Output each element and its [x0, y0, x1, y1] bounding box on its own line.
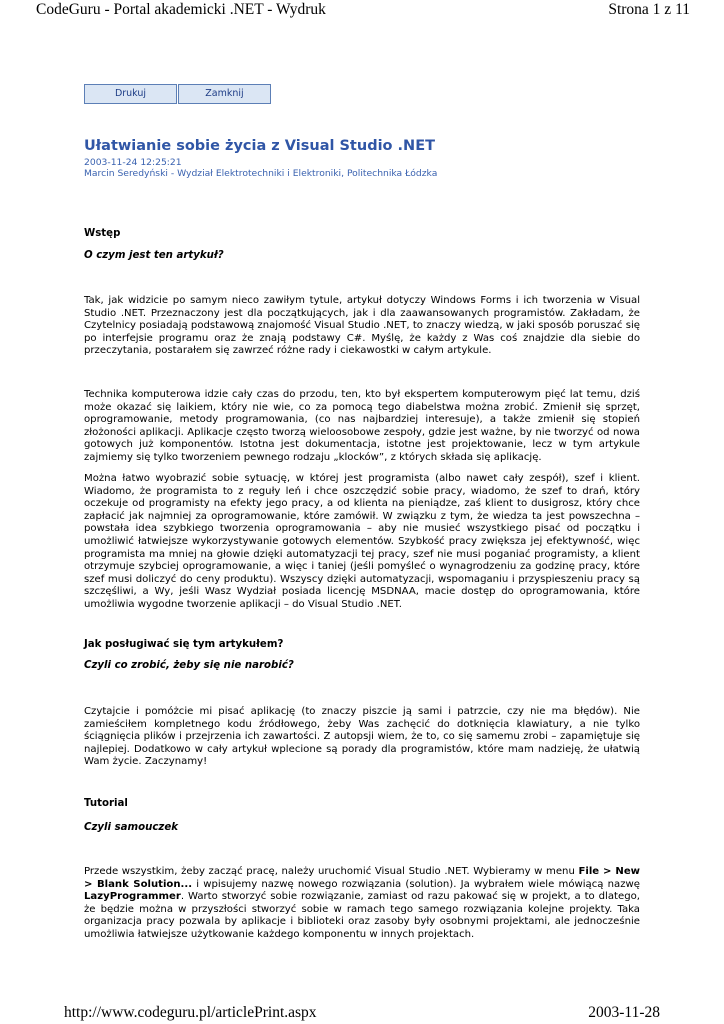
section-heading-usage: Jak posługiwać się tym artykułem?	[84, 639, 284, 650]
menu-path: File > New > Blank Solution...	[84, 866, 641, 890]
section-heading-tutorial: Tutorial	[84, 798, 128, 809]
paragraph-5-part-e: . Warto stworzyć sobie rozwiązanie, zamiast od razu pakować się w projekt, a to dlatego, że będzie można w przyszłości stworzyć sobie w ramach tego samego rozwiązania kolejne projekty. Taka organizacja pracy pozwala by aplikacje i biblioteki oraz zasoby były osobnymi projektami, ale jednocześnie umożliwia łatwiejsze użytkowanie każdego komponentu w innych projektach.	[84, 891, 640, 940]
paragraph-5-part-a: Przede wszystkim, żeby zacząć pracę, należy uruchomić Visual Studio .NET. Wybieramy w menu	[84, 866, 579, 877]
article-author: Marcin Seredyński - Wydział Elektrotechniki i Elektroniki, Politechnika Łódzka	[84, 168, 438, 179]
solution-name: LazyProgrammer	[84, 891, 181, 903]
close-button[interactable]: Zamknij	[178, 84, 271, 104]
print-header	[36, 0, 690, 22]
section-subheading-tutorial: Czyli samouczek	[84, 822, 179, 833]
header-title: CodeGuru - Portal akademicki .NET - Wydruk	[36, 1, 326, 18]
header-page-number: Strona 1 z 11	[608, 1, 690, 18]
footer-url: http://www.codeguru.pl/articlePrint.aspx	[64, 1004, 317, 1021]
article-title: Ułatwianie sobie życia z Visual Studio .NET	[84, 138, 435, 154]
print-button[interactable]: Drukuj	[84, 84, 177, 104]
paragraph-5	[84, 866, 640, 942]
footer-date: 2003-11-28	[588, 1004, 660, 1021]
section-subheading-intro: O czym jest ten artykuł?	[84, 250, 224, 261]
paragraph-5-part-c: i wpisujemy nazwę nowego rozwiązania (solution). Ja wybrałem wiele mówiącą nazwę	[192, 878, 641, 890]
section-subheading-usage: Czyli co zrobić, żeby się nie narobić?	[84, 660, 294, 671]
paragraph-4: Czytajcie i pomóżcie mi pisać aplikację (to znaczy piszcie ją sami i patrzcie, czy nie ma błędów). Nie zamieściłem kompletnego kodu źródłowego, żeby Was zachęcić do dotknięcia klawiatury, a nie tylko ściągnięcia plików i przejrzenia ich zawartości. Z autopsji wiem, że to, co się samemu zrobi – zapamiętuje się najlepiej. Dodatkowo w cały artykuł wplecione są porady dla programistów, które mam nadzieję, że ułatwią Wam życie. Zaczynamy!	[84, 706, 640, 768]
section-heading-intro: Wstęp	[84, 228, 121, 239]
paragraph-3: Można łatwo wyobrazić sobie sytuację, w której jest programista (albo nawet cały zespół), szef i klient. Wiadomo, że programista to z reguły leń i chce oszczędzić sobie pracy, wiadomo, że szef to drań, który oczekuje od programisty na efekty jego pracy, a od klienta na pieniądze, zaś klient to dusigrosz, który chce zapłacić jak najmniej za oprogramowanie, które zamówił. W związku z tym, że wiedza ta jest powszechna – powstała idea szybkiego tworzenia oprogramowania – aby nie musieć wszystkiego pisać od początku i umożliwić łatwiejsze wykorzystywanie gotowych elementów. Szybkość pracy zwiększa jej efektywność, więc programista ma mniej na głowie dzięki automatyzacji tej pracy, szef nie musi poganiać programisty, a klient otrzymuje szybciej oprogramowanie, a więc i taniej (jeśli pomyśleć o wynagrodzeniu za godzinę pracy, które szef musi doliczyć do ceny produktu). Wszyscy dzięki automatyzacji, wspomaganiu i przyspieszeniu pracy są szczęśliwi, a Wy, jeśli Wasz Wydział posiada licencję MSDNAA, macie dostęp do oprogramowania, które umożliwia wygodne tworzenie aplikacji – do Visual Studio .NET.	[84, 473, 640, 610]
print-footer	[64, 1004, 660, 1024]
paragraph-1: Tak, jak widzicie po samym nieco zawiłym tytule, artykuł dotyczy Windows Forms i ich tworzenia w Visual Studio .NET. Przeznaczony jest dla początkujących, jak i dla zaawansowanych programistów. Zakładam, że Czytelnicy posiadają podstawową znajomość Visual Studio .NET, to znaczy wiedzą, w jaki sposób poruszać się po interfejsie programu oraz że znają podstawy C#. Myślę, że każdy z Was coś znajdzie dla siebie do przeczytania, postarałem się zawrzeć różne rady i ciekawostki w całym artykule.	[84, 295, 640, 357]
paragraph-2: Technika komputerowa idzie cały czas do przodu, ten, kto był ekspertem komputerowym pięć lat temu, dziś może okazać się laikiem, który nie wie, co za pomocą tego diabelstwa można zrobić. Zmienił się sprzęt, oprogramowanie, metody programowania, (co nas najbardziej interesuje), a także zmienił się stopień złożoności aplikacji. Aplikacje często tworzą wieloosobowe zespoły, gdzie jest ważne, by nie tworzyć od nowa gotowych już komponentów. Istotna jest dokumentacja, istotne jest projektowanie, lecz w tym artykule zajmiemy się tylko tworzeniem pewnego rodzaju „klocków”, z których składa się aplikację.	[84, 389, 640, 463]
article-date: 2003-11-24 12:25:21	[84, 157, 182, 168]
